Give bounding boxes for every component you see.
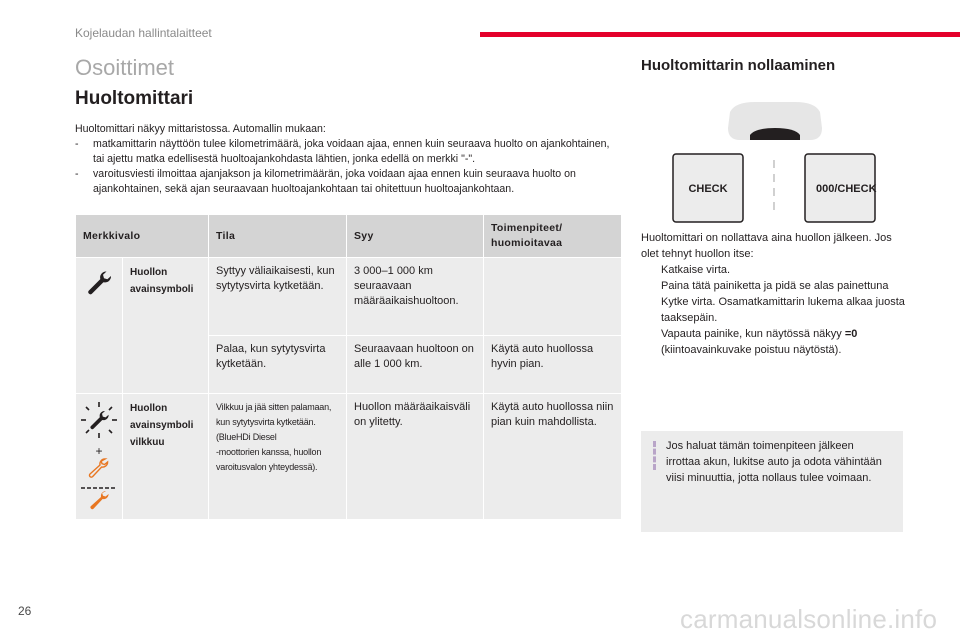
reset-step (641, 278, 911, 294)
page-number: 26 (18, 604, 32, 618)
svg-text:000/CHECK (816, 183, 877, 195)
reset-step (641, 262, 911, 278)
accent-bar (480, 32, 960, 37)
table-row (76, 394, 622, 520)
watermark: carmanualsonline.info (680, 604, 938, 634)
action-cell (484, 258, 622, 336)
check-label: CHECK (688, 183, 728, 195)
step-text-tail: (kiintoavainkuvake poistuu näytöstä). (661, 344, 842, 356)
plus-sign: + (95, 444, 103, 458)
intro-lead: Huoltomittari näkyy mittaristossa. Automallin mukaan: (75, 123, 326, 135)
indicator-icon-cell (76, 394, 123, 520)
header-indicator: Merkkivalo (76, 215, 209, 258)
zero-value: =0 (844, 328, 858, 340)
separator-label: / (834, 183, 838, 195)
intro-text (75, 122, 620, 197)
state-line: -moottorien kanssa, huollon varoitusvalon yhteydessä). (216, 447, 322, 472)
step-text: Katkaise virta. (661, 264, 731, 276)
intro-bullet (75, 167, 620, 197)
action-cell: Käytä auto huollossa hyvin pian. (484, 336, 622, 394)
cause-cell: Huollon määräaikaisväli on ylitetty. (347, 394, 484, 520)
header-action: Toimenpiteet/ huomioitavaa (484, 215, 622, 258)
wrench-icon (84, 268, 114, 298)
note-marker (653, 441, 660, 470)
step-text: Vapauta painike, kun näytössä näkyy (661, 328, 842, 340)
state-cell (209, 394, 347, 520)
header-state: Tila (209, 215, 347, 258)
reset-step (641, 294, 911, 326)
state-cell: Palaa, kun sytytysvirta kytketään. (209, 336, 347, 394)
step-text: Kytke virta. Osamatkamittarin lukema alkaa juosta taaksepäin. (661, 296, 905, 324)
zero-label: 000 (816, 183, 835, 195)
instrument-panel-illustration (660, 100, 890, 225)
running-title: Kojelaudan hallintalaitteet (75, 26, 212, 40)
cause-cell: Seuraavaan huoltoon on alle 1 000 km. (347, 336, 484, 394)
section-title: Osoittimet (75, 55, 175, 80)
dashboard-button-panel-illustration (660, 100, 890, 225)
bullet-text: varoitusviesti ilmoittaa ajanjakson ja kilometrimäärän, joka voidaan ajaa ennen kuin seuraava huolto on ajankohtainen, sekä ajan seuraavaan huoltoajankohtaan tai ohitettuun huoltoajankohtaan. (93, 168, 576, 195)
state-line: Vilkkuu ja jää sitten palamaan, kun sytytysvirta kytketään. (216, 402, 332, 427)
dash-glyph: - (75, 168, 79, 180)
check-label: CHECK (837, 183, 877, 195)
action-cell: Käytä auto huollossa niin pian kuin mahdollista. (484, 394, 622, 520)
reset-heading: Huoltomittarin nollaaminen (641, 57, 836, 74)
state-line: (BlueHDi Diesel (216, 432, 277, 442)
indicator-icon-cell (76, 258, 123, 394)
reset-paragraph: Huoltomittari on nollattava aina huollon jälkeen. Jos olet tehnyt huollon itse: (641, 232, 892, 260)
wrench-outline-icon (84, 457, 114, 479)
reset-instructions (641, 230, 911, 358)
page-heading: Huoltomittari (75, 88, 194, 109)
cause-cell: 3 000–1 000 km seuraavaan määräaikaishuoltoon. (347, 258, 484, 336)
flashing-wrench-icon (79, 400, 119, 440)
indicator-name: Huollon avainsymboli (123, 258, 209, 394)
step-text: Paina tätä painiketta ja pidä se alas painettuna (661, 280, 889, 292)
table-row (76, 258, 622, 336)
header-cause: Syy (347, 215, 484, 258)
wrench-under-line-icon (79, 484, 119, 510)
intro-bullet (75, 137, 620, 167)
state-cell: Syttyy väliaikaisesti, kun sytytysvirta kytketään. (209, 258, 347, 336)
note-text: Jos haluat tämän toimenpiteen jälkeen irrottaa akun, lukitse auto ja odota vähintään viisi minuuttia, jotta nollaus tulee voimaan. (666, 440, 882, 484)
bullet-text: matkamittarin näyttöön tulee kilometrimäärä, joka voidaan ajaa, ennen kuin seuraava huolto on ajankohtainen, tai ajettu matka edellisestä huoltoajankohdasta lähtien, jonka edellä on merkki "-". (93, 138, 610, 165)
service-indicator-table (75, 214, 622, 520)
indicator-name: Huollon avainsymboli vilkkuu (123, 394, 209, 520)
dash-glyph: - (75, 138, 79, 150)
info-note (641, 431, 903, 532)
reset-step (641, 326, 911, 358)
